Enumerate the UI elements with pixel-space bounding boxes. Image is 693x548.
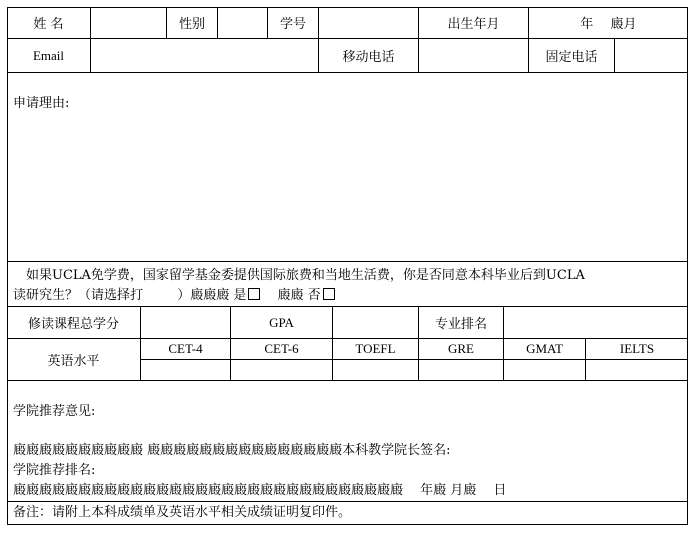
name-field[interactable]: [91, 7, 166, 38]
rule: [7, 72, 688, 73]
gpa-field[interactable]: [333, 307, 418, 338]
test-header-toefl: TOEFL: [355, 341, 396, 356]
landline-field[interactable]: [615, 39, 688, 72]
mobile-field[interactable]: [419, 39, 528, 72]
cet4-score-field[interactable]: [141, 360, 230, 380]
rule: [7, 261, 688, 262]
student-id-field[interactable]: [319, 7, 418, 38]
no-checkbox[interactable]: [323, 288, 335, 300]
ielts-score-field[interactable]: [586, 360, 688, 380]
credits-label: 修读课程总学分: [27, 317, 119, 332]
student-id-label: 学号: [279, 17, 306, 32]
test-header-gre: GRE: [448, 341, 474, 356]
toefl-score-field[interactable]: [333, 360, 418, 380]
recommend-ranking-label: 学院推荐排名:: [13, 463, 96, 478]
birth-label: 出生年月: [447, 17, 500, 32]
yes-checkbox[interactable]: [248, 288, 260, 300]
credits-field[interactable]: [141, 307, 230, 338]
ucla-question-line2: [13, 288, 335, 304]
rank-field[interactable]: [504, 307, 688, 338]
test-header-gmat: GMAT: [526, 341, 563, 356]
question-no-label: 廄廄 否: [260, 288, 321, 303]
rank-label: 专业排名: [434, 317, 487, 332]
landline-label: 固定电话: [545, 50, 598, 65]
gpa-label: GPA: [269, 314, 294, 330]
reason-textarea[interactable]: [8, 115, 687, 260]
gmat-score-field[interactable]: [504, 360, 585, 380]
test-header-ielts: IELTS: [619, 341, 655, 356]
test-header-cet4: CET-4: [168, 341, 203, 356]
email-label: Email: [32, 47, 65, 63]
gender-field[interactable]: [218, 7, 267, 38]
mobile-label: 移动电话: [342, 50, 395, 65]
gre-score-field[interactable]: [419, 360, 503, 380]
cet6-score-field[interactable]: [231, 360, 332, 380]
date-line: 廄廄廄廄廄廄廄廄廄廄廄廄廄廄廄廄廄廄廄廄廄廄廄廄廄廄廄廄廄廄 年廄 月廄 日: [13, 483, 507, 498]
dean-signature-line: 廄廄廄廄廄廄廄廄廄廄 廄廄廄廄廄廄廄廄廄廄廄廄廄廄廄本科教学院长签名:: [13, 443, 451, 458]
reason-label: 申请理由:: [13, 96, 70, 111]
footnote: 备注：请附上本科成绩单及英语水平相关成绩证明复印件。: [13, 505, 352, 520]
name-label: 姓 名: [33, 17, 64, 32]
question-prompt: 读研究生？（请选择打 ）廄廄廄 是: [13, 288, 247, 303]
rule: [7, 501, 688, 502]
ucla-question-line1: 如果UCLA免学费，国家留学基金委提供国际旅费和当地生活费，你是否同意本科毕业后到UCLA: [13, 268, 585, 283]
test-header-cet6: CET-6: [264, 341, 299, 356]
english-label: 英语水平: [47, 354, 100, 369]
recommend-opinion-label: 学院推荐意见:: [13, 404, 96, 419]
gender-label: 性别: [178, 17, 205, 32]
birth-date-field[interactable]: 年 廄月: [580, 17, 637, 32]
email-field[interactable]: [91, 39, 318, 72]
application-form: [7, 7, 688, 525]
rule: [7, 380, 688, 381]
